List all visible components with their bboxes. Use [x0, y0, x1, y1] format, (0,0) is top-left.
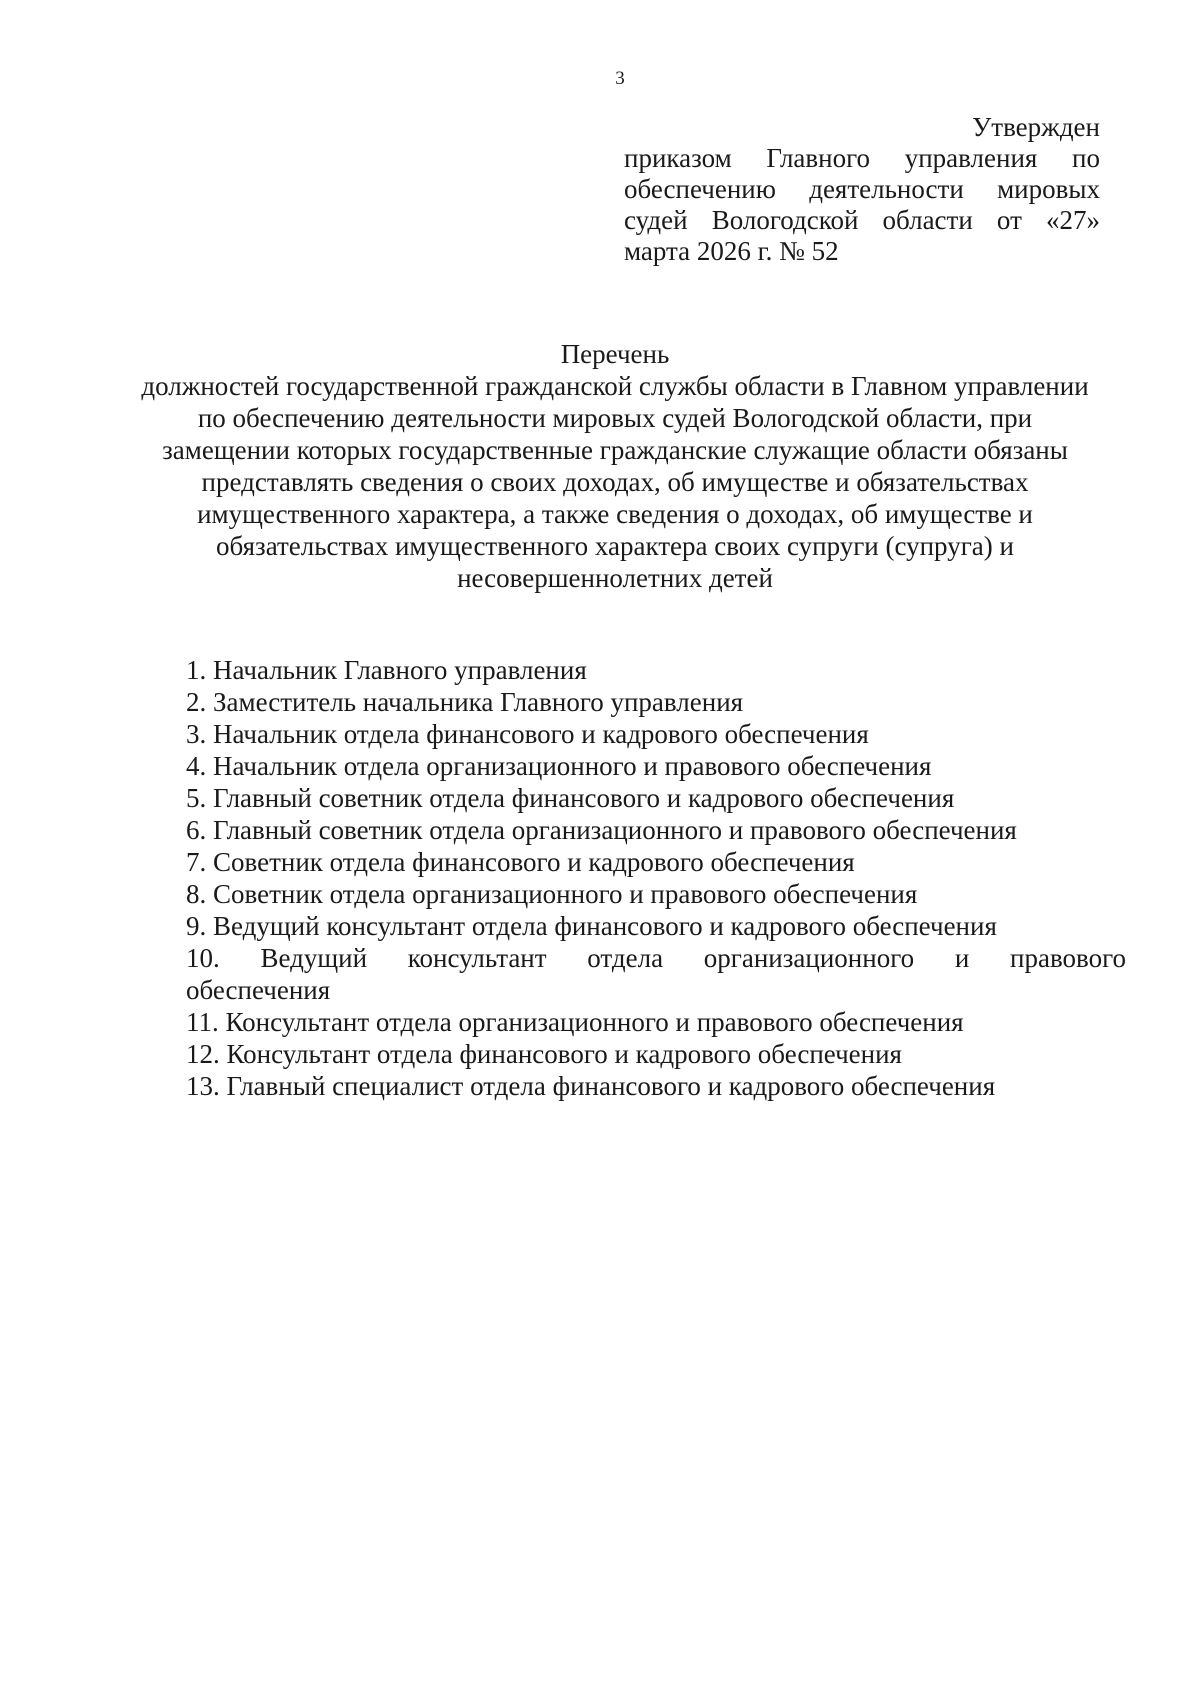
list-item: 13. Главный специалист отдела финансового и кадрового обеспечения — [186, 1071, 996, 1101]
page-number: 3 — [615, 68, 625, 89]
title-line: представлять сведения о своих доходах, об имуществе и обязательствах — [201, 467, 1029, 497]
list-item: 7. Советник отдела финансового и кадрового обеспечения — [186, 847, 855, 877]
list-item: 5. Главный советник отдела финансового и кадрового обеспечения — [186, 783, 955, 813]
title-line: по обеспечению деятельности мировых судей Вологодской области, при — [197, 403, 1033, 433]
title-line: несовершеннолетних детей — [457, 563, 773, 593]
list-item: 1. Начальник Главного управления — [186, 655, 587, 685]
approval-line: судей Вологодской области от «27» — [624, 205, 1100, 235]
list-item: 6. Главный советник отдела организационного и правового обеспечения — [186, 815, 1017, 845]
list-item: 4. Начальник отдела организационного и правового обеспечения — [186, 751, 932, 781]
approval-stamp — [624, 112, 1100, 267]
document-title — [100, 338, 1130, 594]
list-item: 3. Начальник отдела финансового и кадрового обеспечения — [186, 719, 869, 749]
title-line: замещении которых государственные гражданские служащие области обязаны — [162, 435, 1068, 465]
title-line: имущественного характера, а также сведения о доходах, об имуществе и — [197, 499, 1033, 529]
list-item — [186, 942, 1126, 1006]
title-heading: Перечень — [560, 339, 670, 369]
approved-label: Утвержден — [972, 112, 1100, 142]
list-item: 11. Консультант отдела организационного и правового обеспечения — [186, 1007, 964, 1037]
approval-line: приказом Главного управления по — [624, 143, 1100, 173]
title-line: обязательствах имущественного характера своих супруги (супруга) и — [216, 531, 1014, 561]
list-item: 2. Заместитель начальника Главного управления — [186, 687, 744, 717]
list-item-line: обеспечения — [186, 975, 331, 1005]
positions-list — [186, 654, 1126, 1102]
approval-line: обеспечению деятельности мировых — [624, 174, 1100, 204]
title-line: должностей государственной гражданской службы области в Главном управлении — [141, 371, 1089, 401]
approval-line: марта 2026 г. № 52 — [624, 236, 839, 266]
list-item: 12. Консультант отдела финансового и кадрового обеспечения — [186, 1039, 902, 1069]
list-item: 8. Советник отдела организационного и правового обеспечения — [186, 879, 918, 909]
list-item: 9. Ведущий консультант отдела финансового и кадрового обеспечения — [186, 911, 997, 941]
list-item-line: 10. Ведущий консультант отдела организационного и правового — [186, 943, 1126, 973]
